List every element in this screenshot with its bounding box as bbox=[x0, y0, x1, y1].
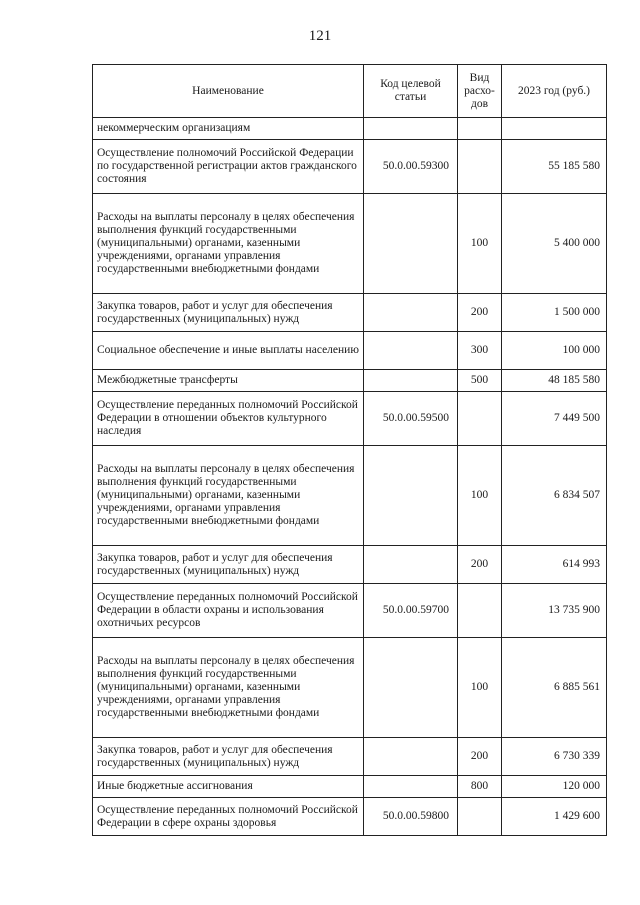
row-amount: 1 429 600 bbox=[502, 798, 607, 836]
table-row bbox=[93, 584, 607, 638]
row-code bbox=[364, 294, 458, 332]
row-name: Осуществление переданных полномочий Российской Федерации в области охраны и использования охотничьих ресурсов bbox=[93, 584, 364, 638]
table-row bbox=[93, 776, 607, 798]
header-code: Код целевой статьи bbox=[364, 65, 458, 118]
row-name: Осуществление переданных полномочий Российской Федерации в отношении объектов культурного наследия bbox=[93, 392, 364, 446]
row-amount: 120 000 bbox=[502, 776, 607, 798]
row-amount: 614 993 bbox=[502, 546, 607, 584]
row-code bbox=[364, 738, 458, 776]
row-amount: 1 500 000 bbox=[502, 294, 607, 332]
row-name: Иные бюджетные ассигнования bbox=[93, 776, 364, 798]
row-code bbox=[364, 546, 458, 584]
table-row bbox=[93, 392, 607, 446]
row-amount bbox=[502, 118, 607, 140]
page-number: 121 bbox=[308, 28, 332, 44]
row-kind: 100 bbox=[458, 446, 502, 546]
row-amount: 13 735 900 bbox=[502, 584, 607, 638]
row-name: Закупка товаров, работ и услуг для обеспечения государственных (муниципальных) нужд bbox=[93, 738, 364, 776]
table-header-row bbox=[93, 65, 607, 118]
table-row bbox=[93, 118, 607, 140]
table-row bbox=[93, 332, 607, 370]
row-kind: 200 bbox=[458, 294, 502, 332]
row-code bbox=[364, 194, 458, 294]
row-kind bbox=[458, 392, 502, 446]
row-code bbox=[364, 332, 458, 370]
row-kind: 800 bbox=[458, 776, 502, 798]
row-kind: 100 bbox=[458, 638, 502, 738]
row-code bbox=[364, 370, 458, 392]
budget-table bbox=[92, 64, 607, 836]
row-amount: 6 885 561 bbox=[502, 638, 607, 738]
row-kind: 500 bbox=[458, 370, 502, 392]
row-kind bbox=[458, 140, 502, 194]
row-name: Осуществление переданных полномочий Российской Федерации в сфере охраны здоровья bbox=[93, 798, 364, 836]
row-name: некоммерческим организациям bbox=[93, 118, 364, 140]
row-code bbox=[364, 776, 458, 798]
row-kind bbox=[458, 584, 502, 638]
row-kind bbox=[458, 118, 502, 140]
row-name: Осуществление полномочий Российской Федерации по государственной регистрации актов гражданского состояния bbox=[93, 140, 364, 194]
header-kind: Вид расхо-дов bbox=[458, 65, 502, 118]
row-name: Расходы на выплаты персоналу в целях обеспечения выполнения функций государственными (муниципальными) органами, казенными учреждениями, органами управления государственными внебюджетными фондами bbox=[93, 638, 364, 738]
table-row bbox=[93, 738, 607, 776]
row-kind: 300 bbox=[458, 332, 502, 370]
table-row bbox=[93, 638, 607, 738]
row-kind: 100 bbox=[458, 194, 502, 294]
row-amount: 100 000 bbox=[502, 332, 607, 370]
row-kind: 200 bbox=[458, 738, 502, 776]
row-name: Закупка товаров, работ и услуг для обеспечения государственных (муниципальных) нужд bbox=[93, 294, 364, 332]
row-code: 50.0.00.59300 bbox=[364, 140, 458, 194]
row-code bbox=[364, 118, 458, 140]
row-kind: 200 bbox=[458, 546, 502, 584]
table-row bbox=[93, 798, 607, 836]
row-amount: 6 730 339 bbox=[502, 738, 607, 776]
table-row bbox=[93, 370, 607, 392]
header-name: Наименование bbox=[93, 65, 364, 118]
table-row bbox=[93, 546, 607, 584]
row-amount: 7 449 500 bbox=[502, 392, 607, 446]
table-row bbox=[93, 294, 607, 332]
row-code: 50.0.00.59800 bbox=[364, 798, 458, 836]
header-amount: 2023 год (руб.) bbox=[502, 65, 607, 118]
row-amount: 6 834 507 bbox=[502, 446, 607, 546]
row-name: Межбюджетные трансферты bbox=[93, 370, 364, 392]
table-row bbox=[93, 446, 607, 546]
row-name: Закупка товаров, работ и услуг для обеспечения государственных (муниципальных) нужд bbox=[93, 546, 364, 584]
row-amount: 5 400 000 bbox=[502, 194, 607, 294]
row-code: 50.0.00.59500 bbox=[364, 392, 458, 446]
row-code bbox=[364, 638, 458, 738]
row-kind bbox=[458, 798, 502, 836]
row-amount: 55 185 580 bbox=[502, 140, 607, 194]
row-amount: 48 185 580 bbox=[502, 370, 607, 392]
row-name: Расходы на выплаты персоналу в целях обеспечения выполнения функций государственными (муниципальными) органами, казенными учреждениями, органами управления государственными внебюджетными фондами bbox=[93, 194, 364, 294]
row-code: 50.0.00.59700 bbox=[364, 584, 458, 638]
row-name: Расходы на выплаты персоналу в целях обеспечения выполнения функций государственными (муниципальными) органами, казенными учреждениями, органами управления государственными внебюджетными фондами bbox=[93, 446, 364, 546]
table-row bbox=[93, 140, 607, 194]
row-code bbox=[364, 446, 458, 546]
row-name: Социальное обеспечение и иные выплаты населению bbox=[93, 332, 364, 370]
table-row bbox=[93, 194, 607, 294]
